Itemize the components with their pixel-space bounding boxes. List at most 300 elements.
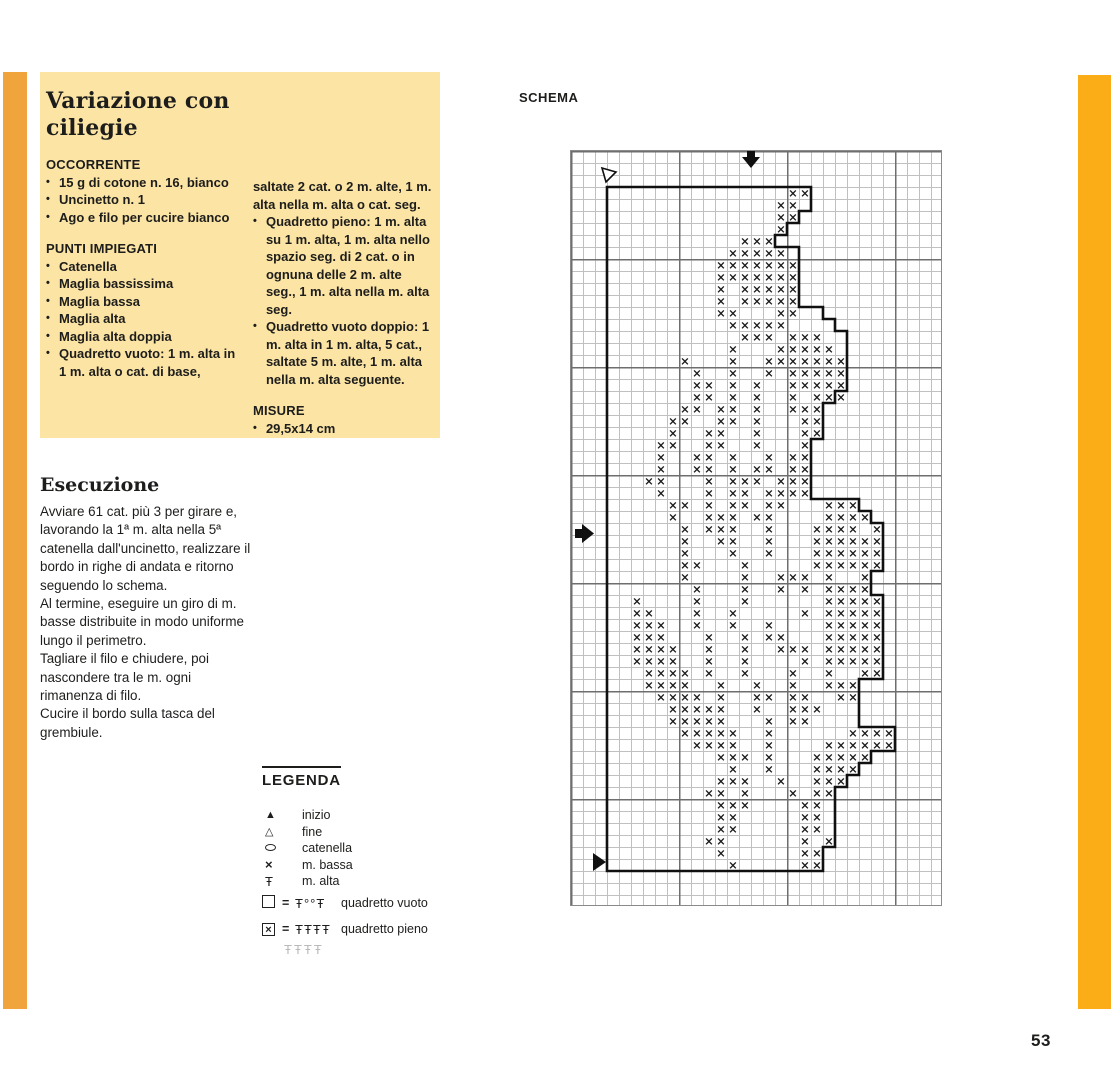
filled-square-mark: ×: [704, 666, 714, 680]
filled-square-mark: ×: [728, 390, 738, 404]
filled-square-mark: ×: [824, 738, 834, 752]
filled-square-mark: ×: [656, 678, 666, 692]
filled-square-mark: ×: [848, 582, 858, 596]
filled-square-mark: ×: [800, 330, 810, 344]
filled-square-mark: ×: [788, 186, 798, 200]
filled-square-mark: ×: [716, 846, 726, 860]
esecuzione-section: [40, 474, 254, 742]
filled-square-mark: ×: [824, 522, 834, 536]
filled-square-mark: ×: [668, 498, 678, 512]
filled-square-mark: ×: [860, 630, 870, 644]
filled-square-mark: ×: [740, 594, 750, 608]
filled-square-mark: ×: [656, 474, 666, 488]
filled-square-mark: ×: [812, 426, 822, 440]
filled-square-mark: ×: [704, 486, 714, 500]
filled-square-mark: ×: [704, 630, 714, 644]
filled-square-mark: ×: [704, 426, 714, 440]
filled-square-mark: ×: [716, 702, 726, 716]
filled-square-mark: ×: [860, 618, 870, 632]
bullet-dot: •: [252, 421, 257, 434]
legend-entries: [262, 807, 472, 957]
filled-square-mark: ×: [680, 702, 690, 716]
filled-square-mark: ×: [644, 654, 654, 668]
filled-square-mark: ×: [824, 594, 834, 608]
filled-square-mark: ×: [860, 510, 870, 524]
filled-square-mark: ×: [644, 666, 654, 680]
filled-square-mark: ×: [836, 630, 846, 644]
filled-square-mark: ×: [836, 390, 846, 404]
legend-symbol: [262, 809, 302, 821]
filled-square-mark: ×: [848, 534, 858, 548]
filled-square-mark: ×: [716, 282, 726, 296]
filled-square-mark: ×: [728, 510, 738, 524]
legend-entry: [262, 873, 472, 890]
filled-square-mark: ×: [728, 354, 738, 368]
filled-square-mark: ×: [848, 726, 858, 740]
filled-square-mark: ×: [824, 510, 834, 524]
filled-square-mark: ×: [836, 678, 846, 692]
filled-square-mark: ×: [848, 498, 858, 512]
filled-square-mark: ×: [752, 474, 762, 488]
filled-square-mark: ×: [812, 786, 822, 800]
filled-square-mark: ×: [764, 714, 774, 728]
filled-square-mark: ×: [836, 522, 846, 536]
filled-square-mark: ×: [776, 342, 786, 356]
filled-square-mark: ×: [728, 318, 738, 332]
filled-square-mark: ×: [704, 642, 714, 656]
filled-square-mark: ×: [632, 594, 642, 608]
filled-square-mark: ×: [836, 690, 846, 704]
filled-square-mark: ×: [848, 594, 858, 608]
filled-square-mark: ×: [692, 582, 702, 596]
filled-square-mark: ×: [656, 642, 666, 656]
filled-square-mark: ×: [860, 546, 870, 560]
filled-square-mark: ×: [848, 546, 858, 560]
filled-square-mark: ×: [836, 774, 846, 788]
filled-square-mark: ×: [704, 654, 714, 668]
legend-symbol: [262, 825, 302, 838]
bullet-text: 29,5x14 cm: [265, 420, 336, 436]
filled-square-mark: ×: [800, 810, 810, 824]
filled-square-mark: ×: [656, 666, 666, 680]
filled-square-mark: ×: [752, 270, 762, 284]
filled-square-mark: ×: [788, 378, 798, 392]
filled-square-mark: ×: [704, 834, 714, 848]
filled-square-mark: ×: [836, 594, 846, 608]
filled-square-mark: ×: [704, 510, 714, 524]
filled-square-mark: ×: [812, 366, 822, 380]
filled-square-mark: ×: [716, 726, 726, 740]
spacer: [253, 388, 432, 402]
right-accent-bar: [1078, 75, 1111, 1009]
filled-square-mark: ×: [752, 330, 762, 344]
filled-square-mark: ×: [812, 774, 822, 788]
filled-square-mark: ×: [716, 810, 726, 824]
filled-square-mark: ×: [836, 582, 846, 596]
schema-heading: SCHEMA: [519, 90, 579, 105]
filled-square-mark: ×: [680, 714, 690, 728]
filled-square-mark: ×: [788, 198, 798, 212]
filled-square-mark: ×: [740, 498, 750, 512]
filled-square-mark: ×: [656, 630, 666, 644]
filled-square-mark: ×: [860, 654, 870, 668]
filled-square-mark: ×: [848, 762, 858, 776]
filled-square-mark: ×: [704, 450, 714, 464]
filled-square-mark: ×: [812, 534, 822, 548]
filled-square-mark: ×: [728, 462, 738, 476]
filled-square-mark: ×: [728, 414, 738, 428]
filled-square-mark: ×: [656, 654, 666, 668]
filled-square-mark: ×: [788, 390, 798, 404]
filled-square-mark: ×: [668, 666, 678, 680]
filled-square-mark: ×: [872, 534, 882, 548]
filled-square-mark: ×: [728, 546, 738, 560]
filled-square-mark: ×: [752, 510, 762, 524]
filled-square-mark: ×: [788, 270, 798, 284]
info-bullet-item: [46, 275, 245, 293]
filled-square-mark: ×: [692, 606, 702, 620]
info-bullet-item: [253, 318, 432, 388]
filled-square-mark: ×: [848, 642, 858, 656]
filled-square-mark: ×: [812, 846, 822, 860]
schema-grid: [570, 150, 942, 906]
filled-square-mark: ×: [692, 558, 702, 572]
equals-sign: =: [282, 922, 290, 936]
filled-square-mark: ×: [740, 294, 750, 308]
bullet-dot: •: [46, 210, 50, 223]
filled-square-mark: ×: [752, 414, 762, 428]
filled-square-mark: ×: [692, 690, 702, 704]
filled-square-mark: ×: [848, 690, 858, 704]
filled-square-mark: ×: [668, 714, 678, 728]
filled-square-mark: ×: [800, 378, 810, 392]
filled-square-mark: ×: [788, 306, 798, 320]
filled-square-mark: ×: [860, 594, 870, 608]
filled-square-mark: ×: [788, 486, 798, 500]
body-paragraph: Cucire il bordo sulla tasca del grembiule.: [40, 706, 215, 740]
legend-label: m. bassa: [302, 857, 353, 872]
filled-square-mark: ×: [848, 630, 858, 644]
filled-square-mark: ×: [860, 726, 870, 740]
filled-square-mark: ×: [764, 258, 774, 272]
filled-square-mark: ×: [764, 762, 774, 776]
filled-square-mark: ×: [836, 762, 846, 776]
filled-square-mark: ×: [776, 246, 786, 260]
filled-square-mark: ×: [632, 654, 642, 668]
filled-square-mark: ×: [752, 678, 762, 692]
filled-square-mark: ×: [824, 606, 834, 620]
filled-square-mark: ×: [788, 258, 798, 272]
filled-square-mark: ×: [776, 270, 786, 284]
filled-square-mark: ×: [764, 318, 774, 332]
info-subheading: MISURE: [252, 403, 305, 418]
filled-square-mark: ×: [716, 306, 726, 320]
filled-square-mark: ×: [740, 642, 750, 656]
filled-square-mark: ×: [728, 726, 738, 740]
filled-square-mark: ×: [800, 702, 810, 716]
filled-square-mark: ×: [704, 378, 714, 392]
info-bullet-item: [253, 420, 432, 438]
filled-square-mark: ×: [704, 438, 714, 452]
filled-square-mark: ×: [764, 738, 774, 752]
filled-square-mark: ×: [776, 306, 786, 320]
filled-square-mark: ×: [668, 510, 678, 524]
filled-square-mark: ×: [764, 726, 774, 740]
filled-square-mark: ×: [728, 474, 738, 488]
filled-square-mark: ×: [824, 582, 834, 596]
filled-square-mark: ×: [872, 666, 882, 680]
filled-square-mark: ×: [680, 534, 690, 548]
info-column-right: [253, 178, 432, 437]
filled-square-mark: ×: [776, 294, 786, 308]
filled-square-mark: ×: [872, 594, 882, 608]
bullet-dot: •: [46, 294, 50, 307]
filled-square-mark: ×: [764, 234, 774, 248]
filled-square-mark: ×: [680, 678, 690, 692]
bullet-text: Quadretto vuoto doppio: 1 m. alta in 1 m. alta, 5 cat., saltate 5 m. alte, 1 m. alta nella m. alta seguente.: [265, 319, 430, 387]
filled-square-mark: ×: [812, 702, 822, 716]
filled-square-mark: ×: [812, 558, 822, 572]
filled-square-mark: ×: [824, 498, 834, 512]
filled-square-mark: ×: [764, 330, 774, 344]
filled-square-mark: ×: [824, 630, 834, 644]
filled-square-mark: ×: [800, 366, 810, 380]
filled-square-mark: ×: [800, 354, 810, 368]
filled-square-mark: ×: [836, 510, 846, 524]
filled-square-mark: ×: [836, 642, 846, 656]
filled-square-mark: ×: [776, 258, 786, 272]
filled-square-mark: ×: [812, 330, 822, 344]
filled-square-mark: ×: [824, 774, 834, 788]
filled-square-mark: ×: [716, 834, 726, 848]
filled-square-mark: ×: [812, 750, 822, 764]
filled-square-mark: ×: [716, 798, 726, 812]
filled-square-mark: ×: [704, 714, 714, 728]
legend-combo-entry: [262, 891, 472, 916]
filled-square-mark: ×: [680, 546, 690, 560]
filled-square-mark: ×: [740, 654, 750, 668]
legend-clipped-remnant: ŦŦŦŦ: [284, 941, 324, 957]
filled-square-mark: ×: [680, 690, 690, 704]
direction-arrow-left-icon: [575, 524, 594, 543]
filled-square-mark: ×: [692, 714, 702, 728]
filled-square-mark: ×: [836, 534, 846, 548]
filled-square-mark: ×: [872, 630, 882, 644]
body-paragraph: Avviare 61 cat. più 3 per girare e, lavorando la 1ª m. alta nella 5ª catenella dall'uncinetto, realizzare il bordo in righe di andata e ritorno seguendo lo schema.: [40, 504, 251, 593]
filled-square-mark: ×: [848, 738, 858, 752]
single-crochet-icon: ×: [265, 857, 273, 873]
filled-square-mark: ×: [740, 270, 750, 284]
filled-square-mark: ×: [848, 606, 858, 620]
filled-square-mark: ×: [728, 750, 738, 764]
filled-square-mark: ×: [824, 354, 834, 368]
filled-square-mark: ×: [800, 798, 810, 812]
filled-square-mark: ×: [728, 534, 738, 548]
filled-square-mark: ×: [776, 198, 786, 212]
filled-square-mark: ×: [716, 402, 726, 416]
direction-arrow-bottom-icon: [593, 853, 606, 871]
filled-square-mark: ×: [800, 438, 810, 452]
legend-label: quadretto pieno: [341, 922, 428, 936]
filled-square-mark: ×: [812, 822, 822, 836]
filled-square-mark: ×: [668, 654, 678, 668]
filled-square-mark: ×: [764, 546, 774, 560]
left-accent-bar: [3, 72, 27, 1009]
filled-square-mark: ×: [812, 402, 822, 416]
filled-square-mark: ×: [644, 474, 654, 488]
filled-square-mark: ×: [764, 246, 774, 260]
filled-square-mark: ×: [788, 402, 798, 416]
filled-square-mark: ×: [692, 390, 702, 404]
filled-square-mark: ×: [764, 498, 774, 512]
filled-square-mark: ×: [692, 618, 702, 632]
filled-square-mark: ×: [752, 294, 762, 308]
legend-symbol: [262, 895, 282, 911]
filled-square-mark: ×: [788, 294, 798, 308]
filled-square-mark: ×: [860, 570, 870, 584]
filled-square-mark: ×: [836, 378, 846, 392]
filled-square-mark: ×: [740, 786, 750, 800]
filled-square-mark: ×: [824, 618, 834, 632]
filled-square-mark: ×: [776, 486, 786, 500]
filled-square-mark: ×: [872, 726, 882, 740]
filled-square-mark: ×: [860, 666, 870, 680]
page-number: 53: [1031, 1031, 1051, 1050]
filled-square-mark: ×: [740, 330, 750, 344]
filled-square-mark: ×: [716, 438, 726, 452]
legend-heading: LEGENDA: [262, 766, 341, 789]
filled-square-mark: ×: [704, 786, 714, 800]
filled-square-mark: ×: [752, 690, 762, 704]
filled-square-mark: ×: [668, 678, 678, 692]
filled-square-mark: ×: [860, 642, 870, 656]
filled-square-mark: ×: [788, 342, 798, 356]
filled-square-mark: ×: [836, 366, 846, 380]
bullet-text: Quadretto vuoto: 1 m. alta in 1 m. alta o cat. di base,: [59, 346, 236, 379]
filled-square-mark: ×: [824, 366, 834, 380]
filled-square-mark: ×: [848, 510, 858, 524]
filled-square-mark: ×: [800, 858, 810, 872]
bullet-text: Maglia bassa: [59, 293, 140, 309]
filled-square-mark: ×: [680, 666, 690, 680]
filled-square-mark: ×: [680, 354, 690, 368]
info-bullet-item: [46, 191, 245, 209]
filled-square-mark: ×: [776, 642, 786, 656]
filled-square-mark: ×: [824, 762, 834, 776]
filled-square-mark: ×: [776, 354, 786, 368]
filled-square-mark: ×: [824, 786, 834, 800]
empty-square-icon: [262, 895, 275, 908]
filled-square-mark: ×: [812, 858, 822, 872]
filled-square-mark: ×: [668, 690, 678, 704]
bullet-text: Maglia bassissima: [59, 276, 174, 291]
bullet-dot: •: [252, 215, 257, 227]
info-bullet-item: [46, 258, 245, 276]
filled-square-mark: ×: [776, 474, 786, 488]
filled-square-mark: ×: [800, 342, 810, 356]
filled-square-mark: ×: [656, 438, 666, 452]
filled-square-mark: ×: [800, 402, 810, 416]
filled-square-mark: ×: [800, 426, 810, 440]
filled-square-mark: ×: [692, 594, 702, 608]
legend-symbol: [262, 874, 302, 889]
filled-square-mark: ×: [740, 258, 750, 272]
filled-square-mark: ×: [800, 714, 810, 728]
filled-square-mark: ×: [824, 642, 834, 656]
filled-square-mark: ×: [800, 462, 810, 476]
filled-square-mark: ×: [800, 486, 810, 500]
filled-square-mark: ×: [824, 378, 834, 392]
filled-square-mark: ×: [692, 378, 702, 392]
info-subheading: PUNTI IMPIEGATI: [46, 241, 158, 256]
filled-square-mark: ×: [728, 342, 738, 356]
filled-square-mark: ×: [656, 618, 666, 632]
filled-square-mark: ×: [680, 414, 690, 428]
filled-square-mark: ×: [860, 606, 870, 620]
info-bullet-item: [46, 328, 245, 346]
filled-square-mark: ×: [872, 654, 882, 668]
filled-square-mark: ×: [800, 474, 810, 488]
filled-square-mark: ×: [836, 558, 846, 572]
filled-square-mark: ×: [704, 726, 714, 740]
filled-square-mark: ×: [788, 450, 798, 464]
filled-square-mark: ×: [764, 750, 774, 764]
filled-square-mark: ×: [764, 462, 774, 476]
filled-square-mark: ×: [704, 390, 714, 404]
legend-entry: [262, 857, 472, 874]
filled-square-mark: ×: [680, 522, 690, 536]
filled-square-mark: ×: [692, 738, 702, 752]
filled-square-mark: ×: [812, 762, 822, 776]
filled-square-mark: ×: [716, 738, 726, 752]
legend-symbol: [262, 922, 282, 936]
filled-square-mark: ×: [752, 402, 762, 416]
double-crochet-icon: Ŧ: [265, 873, 273, 889]
info-continuation-text: saltate 2 cat. o 2 m. alte, 1 m. alta nella m. alta o cat. seg.: [252, 179, 432, 212]
filled-square-mark: ×: [716, 678, 726, 692]
legend-section: [262, 766, 472, 957]
filled-square-mark: ×: [692, 462, 702, 476]
filled-square-mark: ×: [728, 246, 738, 260]
filled-square-mark: ×: [740, 318, 750, 332]
filled-square-mark: ×: [740, 774, 750, 788]
filled-square-mark: ×: [764, 294, 774, 308]
filled-square-mark: ×: [680, 558, 690, 572]
filled-square-mark: ×: [800, 846, 810, 860]
filled-square-mark: ×: [764, 630, 774, 644]
filled-square-mark: ×: [728, 762, 738, 776]
filled-square-mark: ×: [740, 570, 750, 584]
fine-triangle-icon: [602, 168, 616, 182]
legend-symbol: [262, 842, 302, 854]
filled-square-mark: ×: [884, 738, 894, 752]
filled-square-mark: ×: [824, 558, 834, 572]
filled-square-mark: ×: [776, 222, 786, 236]
filled-square-mark: ×: [716, 534, 726, 548]
filled-square-mark: ×: [788, 210, 798, 224]
filled-square-mark: ×: [680, 402, 690, 416]
filled-square-mark: ×: [740, 582, 750, 596]
filled-square-mark: ×: [632, 630, 642, 644]
filled-square-mark: ×: [764, 618, 774, 632]
bullet-dot: •: [46, 259, 50, 272]
body-paragraph: Tagliare il filo e chiudere, poi nascondere tra le m. ogni rimanenza di filo.: [40, 651, 209, 704]
filled-square-mark: ×: [800, 642, 810, 656]
filled-square-mark: ×: [824, 570, 834, 584]
filled-square-mark: ×: [728, 258, 738, 272]
filled-square-mark: ×: [716, 414, 726, 428]
filled-square-mark: ×: [644, 606, 654, 620]
